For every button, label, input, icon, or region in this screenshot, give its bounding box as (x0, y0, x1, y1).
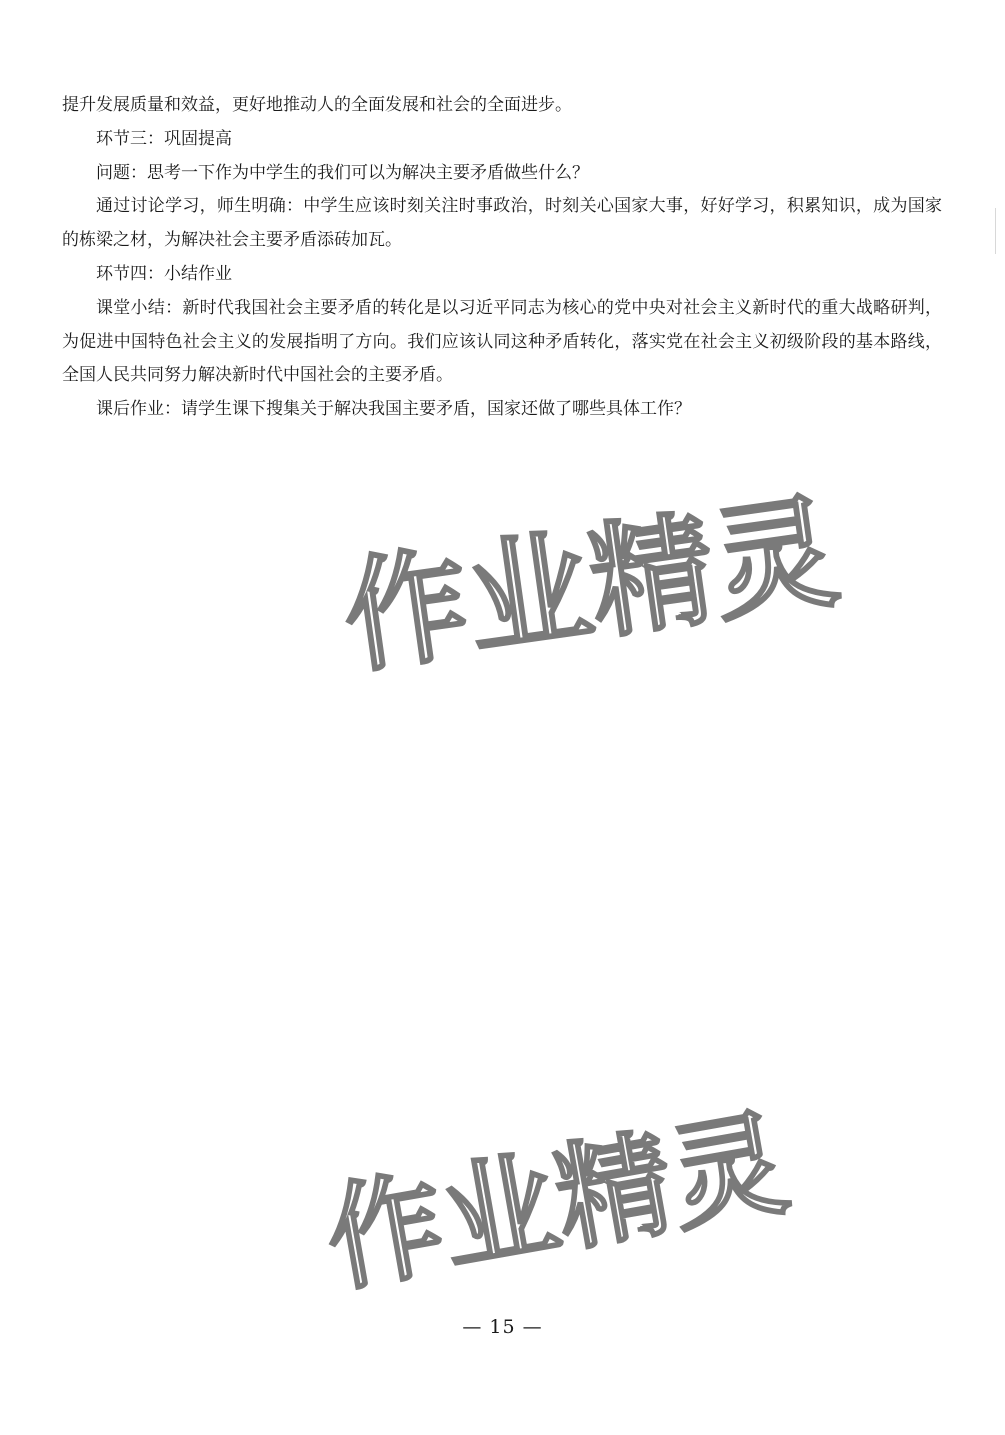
heading-step-four: 环节四：小结作业 (96, 263, 232, 284)
watermark-upper: 作业精灵 (335, 480, 847, 692)
paragraph-continuation: 提升发展质量和效益，更好地推动人的全面发展和社会的全面进步。 (62, 95, 572, 115)
scan-edge-mark (995, 208, 996, 254)
heading-step-three: 环节三：巩固提高 (96, 128, 232, 149)
paragraph-discussion: 通过讨论学习，师生明确：中学生应该时刻关注时事政治，时刻关心国家大事，好好学习，积累知识，成为国家的栋梁之材，为解决社会主要矛盾添砖加瓦。 (62, 196, 942, 251)
watermark-lower: 作业精灵 (316, 1095, 798, 1310)
body-text (62, 89, 942, 427)
paragraph-question: 问题：思考一下作为中学生的我们可以为解决主要矛盾做些什么？ (96, 162, 589, 183)
page-number: — 15 — (462, 1316, 543, 1338)
paragraph-class-summary: 课堂小结：新时代我国社会主要矛盾的转化是以习近平同志为核心的党中央对社会主义新时代的重大战略研判，为促进中国特色社会主义的发展指明了方向。我们应该认同这种矛盾转化，落实党在社会主义初级阶段的基本路线，全国人民共同努力解决新时代中国社会的主要矛盾。 (62, 297, 942, 386)
paragraph-homework: 课后作业：请学生课下搜集关于解决我国主要矛盾，国家还做了哪些具体工作？ (96, 399, 691, 420)
